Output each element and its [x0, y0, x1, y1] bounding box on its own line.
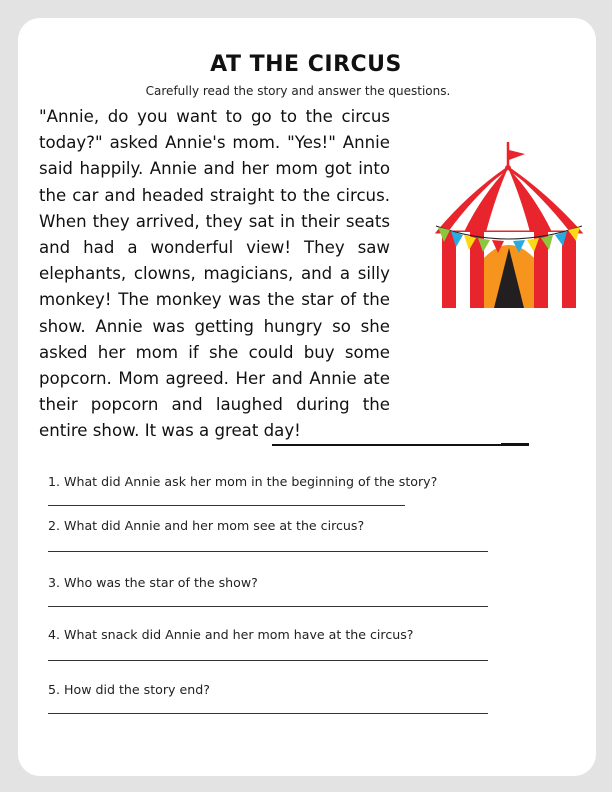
story-divider [272, 444, 501, 446]
question-3: 3. Who was the star of the show? [48, 575, 258, 590]
question-1: 1. What did Annie ask her mom in the beginning of the story? [48, 474, 438, 489]
answer-line-4[interactable] [48, 660, 488, 661]
question-5: 5. How did the story end? [48, 682, 210, 697]
answer-line-1[interactable] [48, 505, 405, 506]
circus-tent-illustration [434, 140, 584, 310]
story-divider-end [501, 443, 529, 446]
answer-line-5[interactable] [48, 713, 488, 714]
page-title: AT THE CIRCUS [210, 52, 402, 77]
story-text: "Annie, do you want to go to the circus today?" asked Annie's mom. "Yes!" Annie said happily. Annie and her mom got into the car and headed straight to the circus. When they arrived, they sat in their seats and had a wonderful view! They saw elephants, clowns, magicians, and a silly monkey! The monkey was the star of the show. Annie was getting hungry so she asked her mom if she could buy some popcorn. Mom agreed. Her and Annie ate their popcorn and laughed during the entire show. It was a great day! [39, 107, 390, 441]
answer-line-3[interactable] [48, 606, 488, 607]
answer-line-2[interactable] [48, 551, 488, 552]
question-2: 2. What did Annie and her mom see at the circus? [48, 518, 365, 533]
instructions: Carefully read the story and answer the questions. [145, 84, 451, 98]
question-4: 4. What snack did Annie and her mom have at the circus? [48, 627, 414, 642]
